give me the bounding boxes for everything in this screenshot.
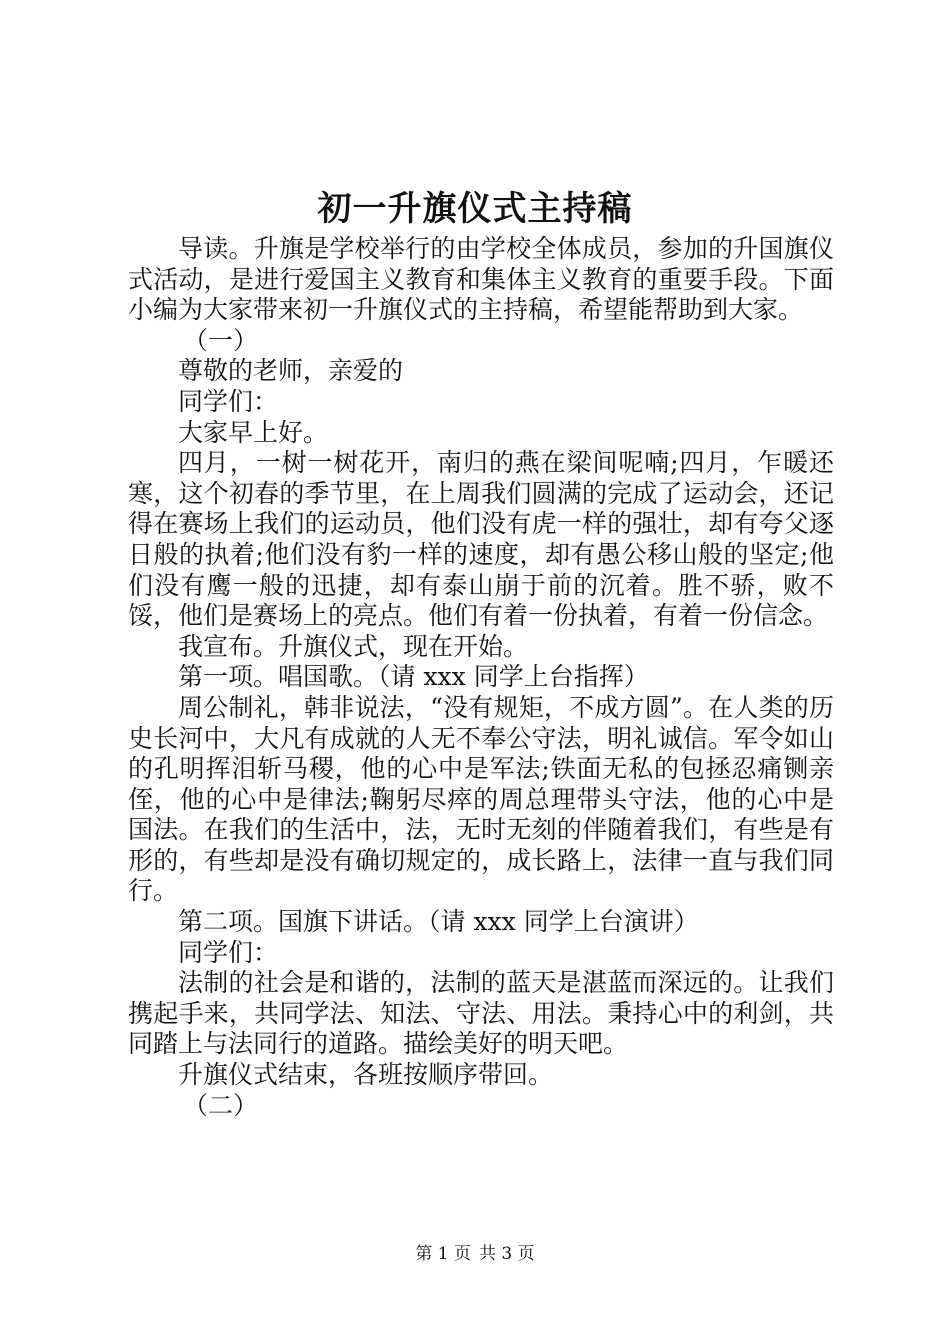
page-total: 共 3 页 <box>479 1244 535 1264</box>
agenda-item: 第一项。唱国歌。（请 xxx 同学上台指挥） <box>178 662 649 692</box>
greeting-line: 大家早上好。 <box>178 417 329 447</box>
body-paragraph: 升旗仪式结束，各班按顺序带回。 <box>178 1060 554 1090</box>
body-paragraph: 法制的社会是和谐的，法制的蓝天是湛蓝而深远的。让我们携起手来，共同学法、知法、守法、用法。秉持心中的利剑，共同踏上与法同行的道路。描绘美好的明天吧。 <box>128 968 834 1059</box>
intro-paragraph: 导读。升旗是学校举行的由学校全体成员，参加的升国旗仪式活动，是进行爱国主义教育和集体主义教育的重要手段。下面小编为大家带来初一升旗仪式的主持稿，希望能帮助到大家。 <box>128 234 834 325</box>
agenda-item: 第二项。国旗下讲话。（请 xxx 同学上台演讲） <box>178 907 699 937</box>
greeting-line: 同学们： <box>178 386 279 416</box>
body-paragraph: 我宣布。升旗仪式，现在开始。 <box>178 631 529 661</box>
greeting-line: 尊敬的老师，亲爱的 <box>178 356 404 386</box>
page-footer <box>0 1242 950 1266</box>
section-heading-1: （一） <box>183 325 259 355</box>
body-paragraph: 四月，一树一树花开，南归的燕在梁间呢喃;四月，乍暖还寒，这个初春的季节里，在上周我们圆满的完成了运动会，还记得在赛场上我们的运动员，他们没有虎一样的强壮，却有夸父逐日般的执着;他们没有豹一样的速度，却有愚公移山般的坚定;他们没有鹰一般的迅捷，却有泰山崩于前的沉着。胜不骄，败不馁，他们是赛场上的亮点。他们有着一份执着，有着一份信念。 <box>128 448 834 631</box>
document-title: 初一升旗仪式主持稿 <box>317 189 633 229</box>
page-number: 第 1 页 <box>415 1244 471 1264</box>
document-body <box>128 234 834 1121</box>
body-paragraph: 周公制礼，韩非说法，“没有规矩，不成方圆”。在人类的历史长河中，大凡有成就的人无不奉公守法，明礼诚信。军令如山的孔明挥泪斩马稷，他的心中是军法;铁面无私的包拯忍痛铡亲侄，他的心中是律法;鞠躬尽瘁的周总理带头守法，他的心中是国法。在我们的生活中，法，无时无刻的伴随着我们，有些是有形的，有些却是没有确切规定的，成长路上，法律一直与我们同行。 <box>128 692 834 906</box>
greeting-line: 同学们： <box>178 937 279 967</box>
section-heading-2: （二） <box>183 1090 259 1120</box>
